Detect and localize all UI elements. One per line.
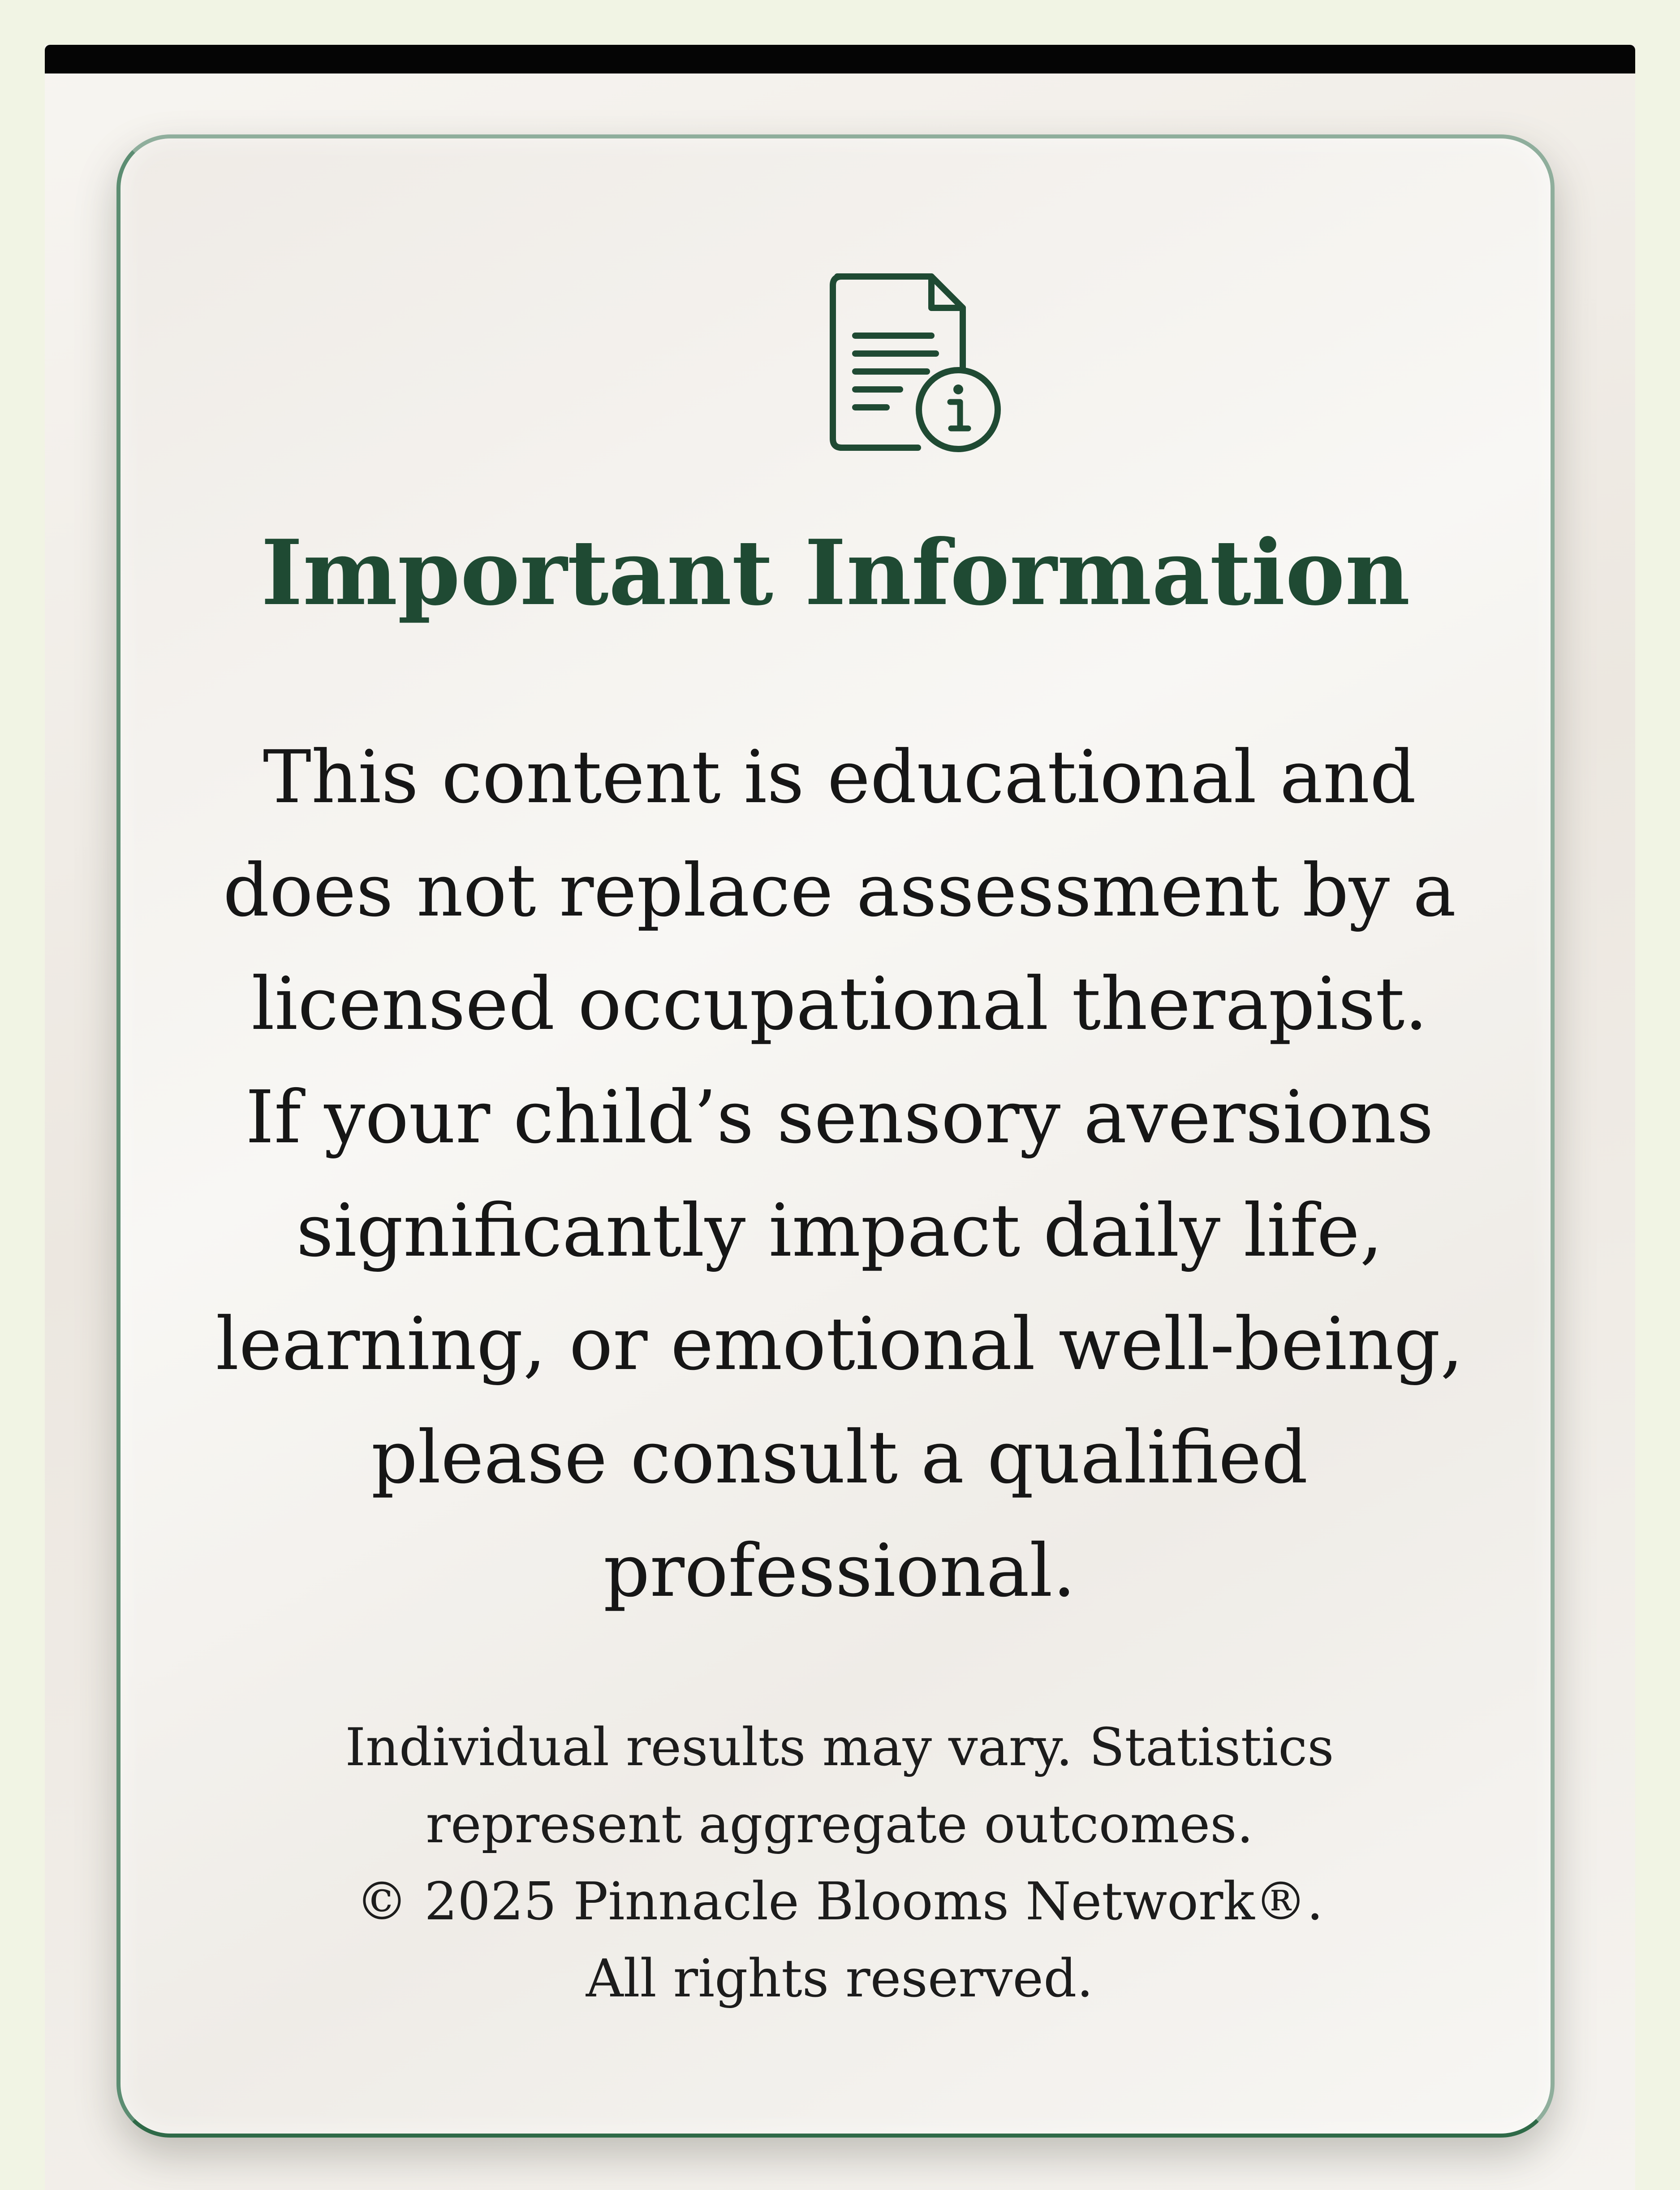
footer-notice (197, 1709, 1482, 2017)
disclaimer-line: learning, or emotional well-being, (215, 1302, 1464, 1387)
footer-line: represent aggregate outcomes. (426, 1794, 1254, 1855)
disclaimer-line: professional. (603, 1529, 1076, 1613)
disclaimer-line: If your child’s sensory aversions (245, 1076, 1434, 1160)
top-bar (45, 45, 1635, 73)
card-title: Important Information (261, 520, 1410, 626)
information-card (116, 134, 1555, 2138)
disclaimer-line: significantly impact daily life, (296, 1189, 1383, 1273)
disclaimer-line: please consult a qualified (371, 1416, 1308, 1500)
disclaimer-body (197, 721, 1482, 1628)
disclaimer-line: This content is educational and (263, 735, 1417, 820)
copyright-line: © 2025 Pinnacle Blooms Network®. (356, 1871, 1323, 1932)
footer-line: Individual results may vary. Statistics (345, 1717, 1334, 1778)
page-frame (45, 45, 1635, 2190)
disclaimer-line: licensed occupational therapist. (251, 962, 1428, 1046)
disclaimer-line: does not replace assessment by a (223, 849, 1456, 933)
document-info-icon (824, 268, 1003, 457)
footer-line: All rights reserved. (586, 1948, 1094, 2009)
